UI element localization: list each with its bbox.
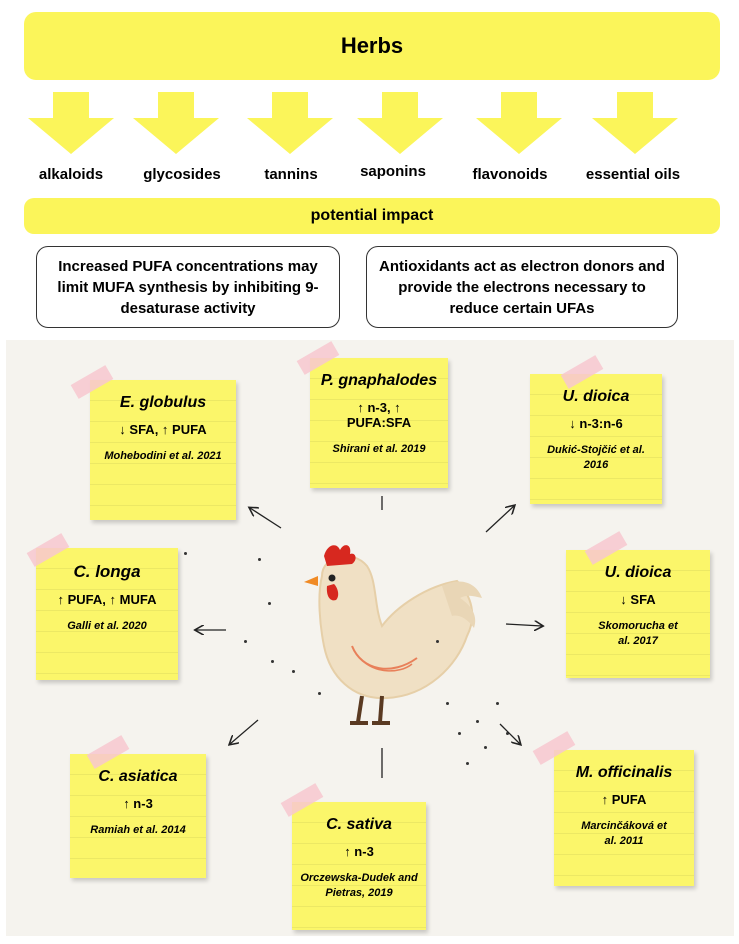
note-species: C. longa [73,562,141,581]
note-p-gnaphalodes [310,358,448,488]
down-arrow-icon [590,92,680,154]
compound-saponins: saponins [360,163,426,180]
down-arrow-icon [131,92,221,154]
note-species: P. gnaphalodes [320,372,438,389]
note-species: U. dioica [562,388,630,405]
potential-impact-banner [24,198,720,234]
down-arrow-icon [355,92,445,154]
note-reference: Marcinčáková et al. 2011 [581,820,667,847]
note-m-officinalis [554,750,694,886]
note-effect: ↓ SFA [620,592,656,607]
note-species: C. sativa [326,816,392,833]
note-effect: ↑ PUFA, ↑ MUFA [57,592,157,607]
note-species: E. globulus [119,394,207,411]
note-u-dioica-1 [530,374,662,504]
down-arrow-icon [474,92,564,154]
down-arrow-icon [26,92,116,154]
compound-flavonoids: flavonoids [472,166,548,183]
compound-tannins: tannins [264,166,318,183]
note-species: U. dioica [604,564,672,581]
note-species: M. officinalis [575,764,673,781]
note-c-longa [36,548,178,680]
note-reference: Skomorucha et al. 2017 [598,620,678,647]
note-reference: Ramiah et al. 2014 [90,824,186,836]
note-species: C. asiatica [98,768,178,785]
note-effect: ↓ n-3:n-6 [569,416,623,431]
note-e-globulus [90,380,236,520]
compound-essential-oils: essential oils [585,166,681,183]
note-reference: Galli et al. 2020 [67,620,147,632]
note-effect: ↓ SFA, ↑ PUFA [119,422,207,437]
note-reference: Shirani et al. 2019 [332,443,426,455]
note-effect: ↑ PUFA [601,792,647,807]
compound-alkaloids: alkaloids [38,166,104,183]
note-c-asiatica [70,754,206,878]
herbs-title: Herbs [340,33,404,58]
note-effect: ↑ n-3 [123,796,153,811]
potential-impact-label: potential impact [310,207,434,224]
note-effect: ↑ n-3 [344,844,374,859]
herbs-banner [24,12,720,80]
note-c-sativa [292,802,426,930]
note-reference: Dukić-Stojčić et al. 2016 [547,444,645,471]
mechanism-box-antioxidants: Antioxidants act as electron donors and provide the electrons necessary to reduce certain UFAs [366,246,678,328]
compound-glycosides: glycosides [143,166,221,183]
note-effect: ↑ n-3, ↑ PUFA:SFA [346,400,412,430]
note-u-dioica-2 [566,550,710,678]
note-reference: Mohebodini et al. 2021 [104,450,222,462]
down-arrow-icon [245,92,335,154]
note-reference: Orczewska-Dudek and Pietras, 2019 [300,872,418,899]
mechanism-box-mufa: Increased PUFA concentrations may limit MUFA synthesis by inhibiting 9-desaturase activity [36,246,340,328]
illustration-panel [6,340,734,936]
